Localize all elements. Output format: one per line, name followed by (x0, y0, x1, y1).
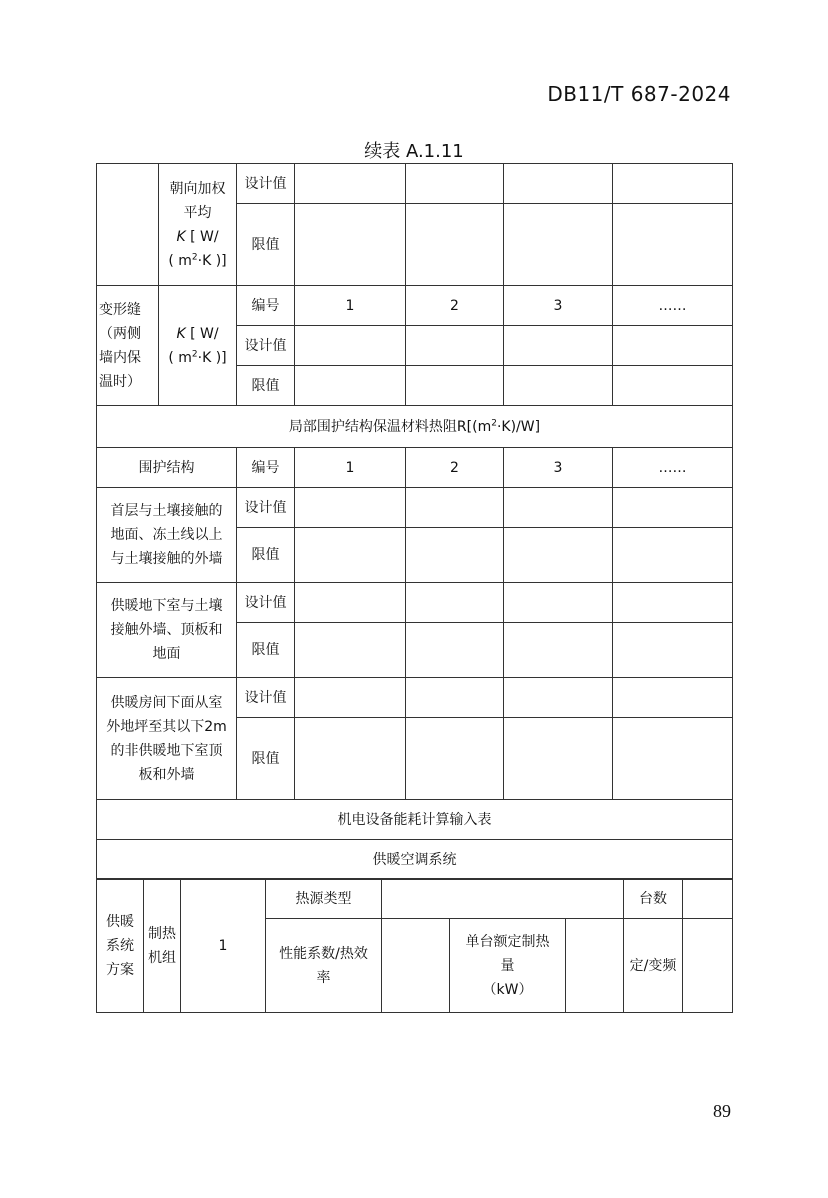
value-cell[interactable] (504, 718, 613, 800)
heating-unit-label: 制热 机组 (144, 879, 181, 1013)
empty-cell (97, 164, 159, 286)
value-cell[interactable] (406, 204, 504, 286)
value-cell[interactable] (295, 583, 406, 623)
number-cell: 2 (406, 286, 504, 326)
section-equipment-input: 机电设备能耗计算输入表 (97, 800, 733, 840)
value-cell[interactable] (504, 678, 613, 718)
envelope-heated-basement-label: 供暖地下室与土壤 接触外墙、顶板和 地面 (97, 583, 237, 678)
value-cell[interactable] (613, 164, 733, 204)
unit-index: 1 (181, 879, 266, 1013)
weighted-k-label: 朝向加权 平均 K [ W/ ( $m^2\cdot K$ )] (159, 164, 237, 286)
unit-count-value[interactable] (683, 879, 733, 919)
value-cell[interactable] (406, 583, 504, 623)
value-cell[interactable] (295, 164, 406, 204)
frequency-type-value[interactable] (683, 919, 733, 1013)
document-code: DB11/T 687-2024 (547, 82, 731, 106)
value-cell[interactable] (504, 204, 613, 286)
value-cell[interactable] (295, 623, 406, 678)
main-table (96, 163, 733, 880)
table-caption: 续表 A.1.11 (364, 141, 464, 162)
value-cell[interactable] (295, 326, 406, 366)
cop-value[interactable] (382, 919, 450, 1013)
value-cell[interactable] (406, 366, 504, 406)
number-cell: 3 (504, 286, 613, 326)
value-cell[interactable] (295, 528, 406, 583)
limit-value-label: 限值 (237, 204, 295, 286)
section-hvac-system: 供暖空调系统 (97, 840, 733, 880)
system-table (96, 878, 733, 1013)
value-cell[interactable] (406, 528, 504, 583)
value-cell[interactable] (295, 718, 406, 800)
value-cell[interactable] (613, 583, 733, 623)
number-cell: 1 (295, 286, 406, 326)
value-cell[interactable] (613, 718, 733, 800)
value-cell[interactable] (295, 678, 406, 718)
frequency-type-label: 定/变频 (624, 919, 683, 1013)
value-cell[interactable] (504, 164, 613, 204)
value-cell[interactable] (613, 326, 733, 366)
limit-value-label: 限值 (237, 366, 295, 406)
design-value-label: 设计值 (237, 164, 295, 204)
value-cell[interactable] (613, 623, 733, 678)
value-cell[interactable] (613, 488, 733, 528)
value-cell[interactable] (406, 678, 504, 718)
rated-capacity-value[interactable] (566, 919, 624, 1013)
value-cell[interactable] (406, 718, 504, 800)
value-cell[interactable] (504, 583, 613, 623)
value-cell[interactable] (504, 488, 613, 528)
section-local-thermal-resistance: 局部围护结构保温材料热阻$R[(m^2\cdot K)/W]$ (97, 406, 733, 448)
value-cell[interactable] (504, 528, 613, 583)
value-cell[interactable] (406, 164, 504, 204)
value-cell[interactable] (613, 678, 733, 718)
limit-value-label: 限值 (237, 528, 295, 583)
value-cell[interactable] (504, 366, 613, 406)
cop-label: 性能系数/热效 率 (266, 919, 382, 1013)
number-cell: 1 (295, 448, 406, 488)
value-cell[interactable] (504, 326, 613, 366)
value-cell[interactable] (295, 204, 406, 286)
design-value-label: 设计值 (237, 488, 295, 528)
number-label: 编号 (237, 448, 295, 488)
envelope-header: 围护结构 (97, 448, 237, 488)
value-cell[interactable] (295, 488, 406, 528)
value-cell[interactable] (406, 488, 504, 528)
value-cell[interactable] (406, 326, 504, 366)
heat-source-type-value[interactable] (382, 879, 624, 919)
number-cell: …… (613, 448, 733, 488)
design-value-label: 设计值 (237, 583, 295, 623)
limit-value-label: 限值 (237, 718, 295, 800)
value-cell[interactable] (504, 623, 613, 678)
number-cell: 2 (406, 448, 504, 488)
design-value-label: 设计值 (237, 678, 295, 718)
deformation-k-label: K [ W/ ( $m^2\cdot K$ )] (159, 286, 237, 406)
heating-scheme-label: 供暖 系统 方案 (97, 879, 144, 1013)
unit-count-label: 台数 (624, 879, 683, 919)
number-cell: 3 (504, 448, 613, 488)
envelope-unheated-basement-label: 供暖房间下面从室 外地坪至其以下2m 的非供暖地下室顶 板和外墙 (97, 678, 237, 800)
value-cell[interactable] (613, 366, 733, 406)
number-cell: …… (613, 286, 733, 326)
value-cell[interactable] (613, 204, 733, 286)
number-label: 编号 (237, 286, 295, 326)
design-value-label: 设计值 (237, 326, 295, 366)
heat-source-type-label: 热源类型 (266, 879, 382, 919)
rated-capacity-label: 单台额定制热 量 （kW） (450, 919, 566, 1013)
envelope-ground-contact-label: 首层与土壤接触的 地面、冻土线以上 与土壤接触的外墙 (97, 488, 237, 583)
page-number: 89 (713, 1101, 731, 1121)
deformation-joint-label: 变形缝 （两侧 墙内保 温时） (97, 286, 159, 406)
limit-value-label: 限值 (237, 623, 295, 678)
value-cell[interactable] (613, 528, 733, 583)
value-cell[interactable] (406, 623, 504, 678)
value-cell[interactable] (295, 366, 406, 406)
